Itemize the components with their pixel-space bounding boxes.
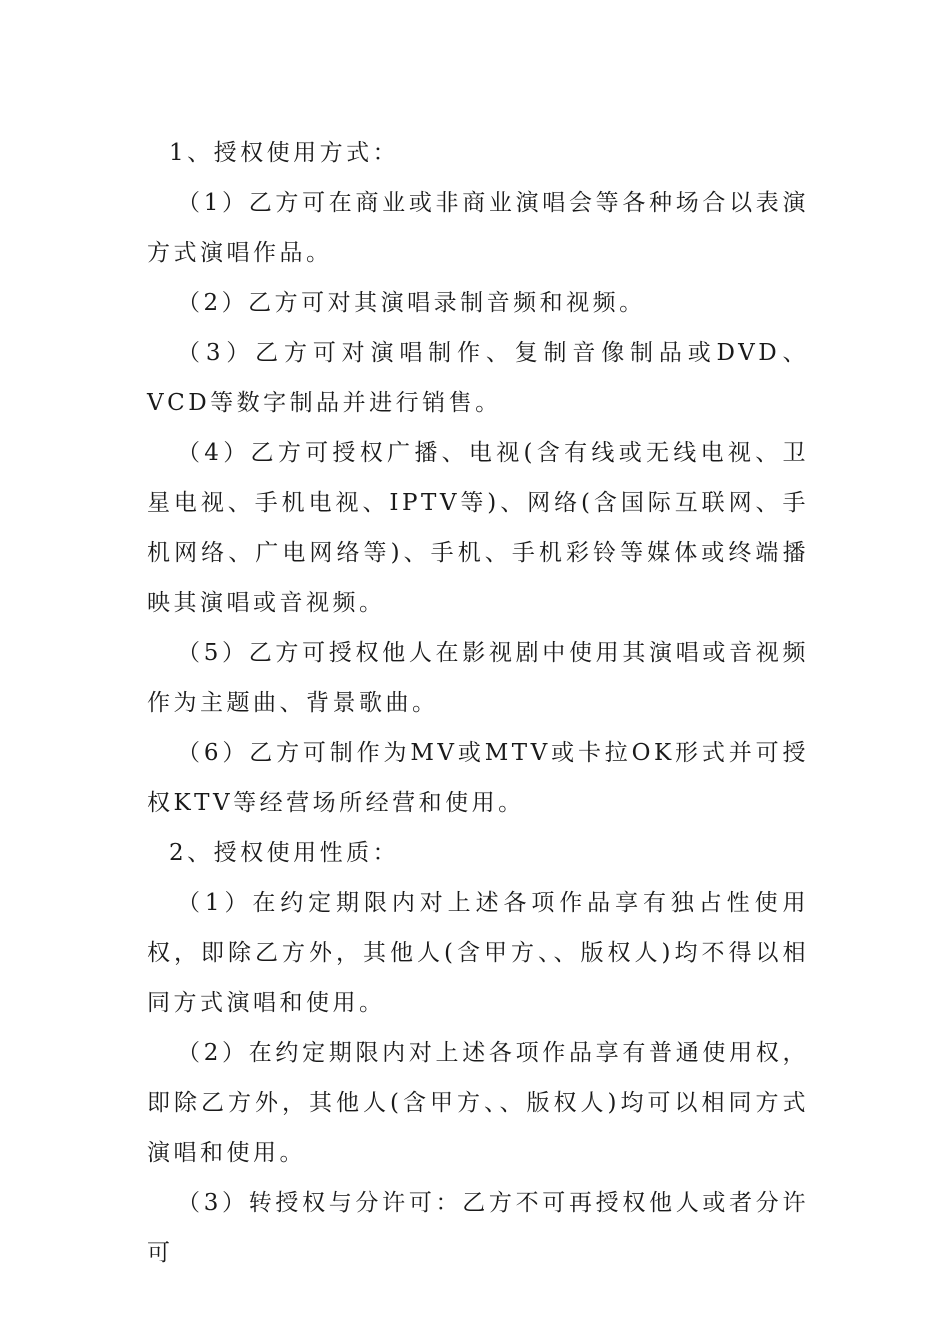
clause-nature-1: （1）在约定期限内对上述各项作品享有独占性使用权，即除乙方外，其他人(含甲方、、版权人)均不得以相同方式演唱和使用。 (147, 890, 809, 1016)
clause-nature-3: （3）转授权与分许可：乙方不可再授权他人或者分许可 (147, 1190, 809, 1266)
clause-usage-5: （5）乙方可授权他人在影视剧中使用其演唱或音视频作为主题曲、背景歌曲。 (147, 640, 809, 716)
clause-usage-3: （3）乙方可对演唱制作、复制音像制品或DVD、VCD等数字制品并进行销售。 (147, 340, 809, 416)
clause-usage-4: （4）乙方可授权广播、电视(含有线或无线电视、卫星电视、手机电视、IPTV等)、网络(含国际互联网、手机网络、广电网络等)、手机、手机彩铃等媒体或终端播映其演唱或音视频。 (147, 440, 809, 616)
clause-usage-1: （1）乙方可在商业或非商业演唱会等各种场合以表演方式演唱作品。 (147, 190, 809, 266)
document-body (147, 128, 809, 1278)
clause-usage-2: （2）乙方可对其演唱录制音频和视频。 (177, 290, 646, 316)
clause-usage-6: （6）乙方可制作为MV或MTV或卡拉OK形式并可授权KTV等经营场所经营和使用。 (147, 740, 809, 816)
clause-nature-2: （2）在约定期限内对上述各项作品享有普通使用权，即除乙方外，其他人(含甲方、、版权人)均可以相同方式演唱和使用。 (147, 1040, 809, 1166)
section-heading-usage-nature: 2、授权使用性质： (169, 840, 400, 866)
section-heading-usage-method: 1、授权使用方式： (169, 140, 400, 166)
